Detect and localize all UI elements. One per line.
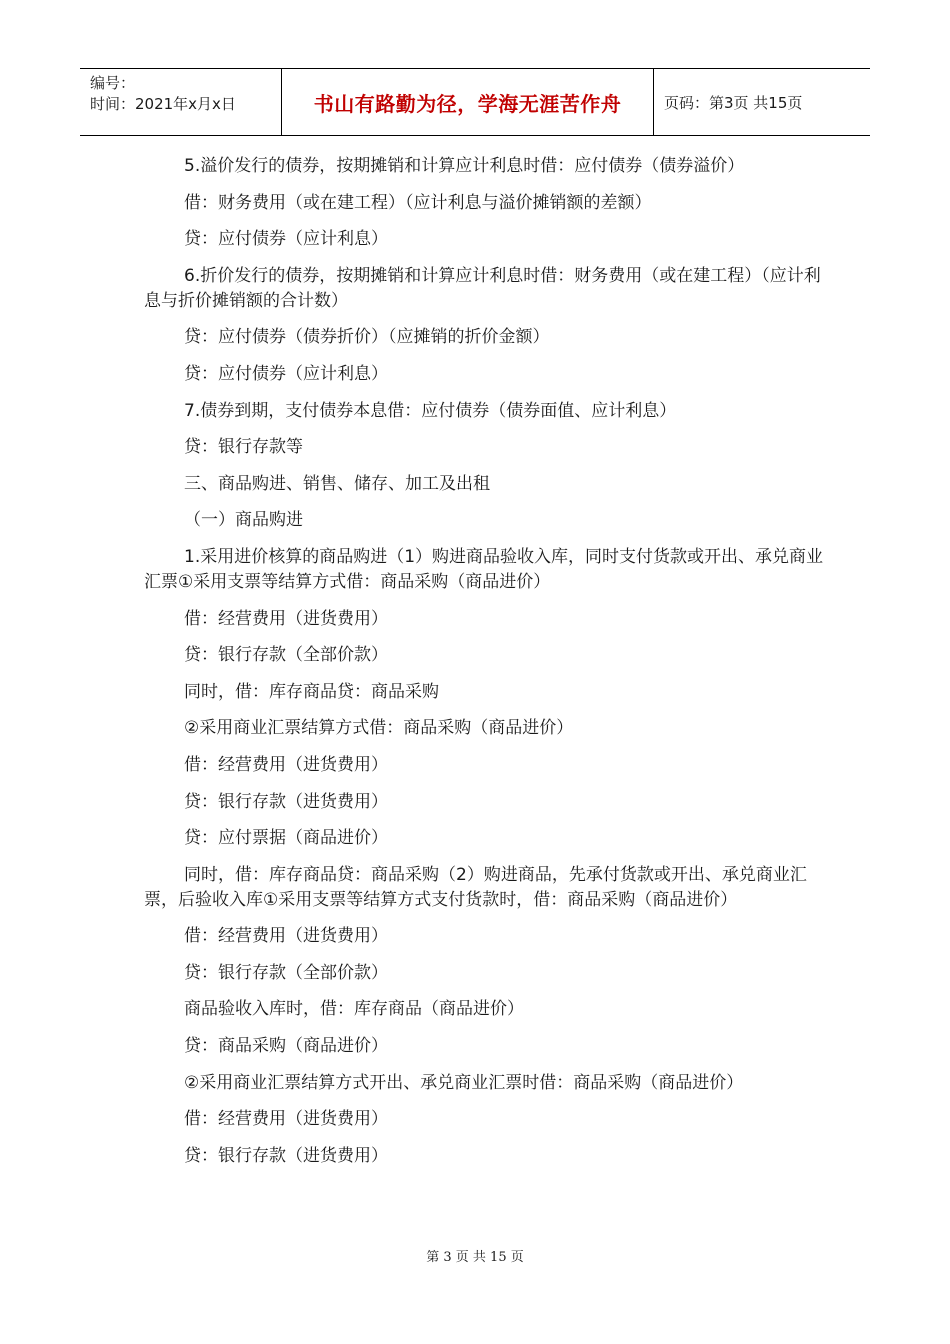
paragraph: 同时，借：库存商品贷：商品采购	[184, 681, 439, 702]
paragraph: 贷：银行存款（进货费用）	[184, 791, 388, 812]
paragraph: 贷：应付票据（商品进价）	[184, 828, 388, 849]
paragraph: 5.溢价发行的债券，按期摊销和计算应计利息时借：应付债券（债券溢价）	[184, 156, 745, 176]
page-header	[80, 68, 870, 136]
paragraph: 借：经营费用（进货费用）	[184, 754, 388, 775]
page-footer	[0, 1246, 950, 1265]
header-motto-cell	[282, 69, 654, 135]
paragraph: 贷：银行存款（进货费用）	[184, 1145, 388, 1166]
paragraph: 贷：银行存款（全部价款）	[184, 645, 388, 666]
paragraph: 借：经营费用（进货费用）	[184, 608, 388, 629]
motto: 书山有路勤为径，学海无涯苦作舟	[313, 91, 622, 116]
paragraph: 贷：应付债券（应计利息）	[184, 229, 388, 250]
paragraph: 三、商品购进、销售、储存、加工及出租	[184, 473, 490, 494]
paragraph: （一）商品购进	[184, 510, 303, 531]
paragraph: 贷：应付债券（债券折价）（应摊销的折价金额）	[184, 327, 550, 348]
paragraph: 借：财务费用（或在建工程）（应计利息与溢价摊销额的差额）	[184, 192, 652, 213]
paragraph: 借：经营费用（进货费用）	[184, 1109, 388, 1130]
paragraph: 1.采用进价核算的商品购进（1）购进商品验收入库，同时支付货款或开出、承兑商业汇票①采用支票等结算方式借：商品采购（商品进价）	[144, 546, 824, 592]
paragraph: 商品验收入库时，借：库存商品（商品进价）	[184, 999, 524, 1020]
date-label: 时间：2021年x月x日	[90, 95, 236, 113]
paragraph: ②采用商业汇票结算方式借：商品采购（商品进价）	[184, 718, 574, 739]
paragraph: 6.折价发行的债券，按期摊销和计算应计利息时借：财务费用（或在建工程）（应计利息与折价摊销额的合计数）	[144, 265, 821, 311]
serial-number-label: 编号：	[90, 74, 136, 92]
document-body	[144, 154, 834, 1180]
header-meta	[80, 69, 282, 135]
footer-page-number: 第 3 页 共 15 页	[426, 1250, 524, 1265]
page-info: 页码：第3页 共15页	[664, 93, 803, 112]
paragraph: 借：经营费用（进货费用）	[184, 926, 388, 947]
paragraph: ②采用商业汇票结算方式开出、承兑商业汇票时借：商品采购（商品进价）	[184, 1072, 744, 1093]
paragraph: 贷：应付债券（应计利息）	[184, 363, 388, 384]
paragraph: 贷：银行存款（全部价款）	[184, 962, 388, 983]
paragraph: 同时，借：库存商品贷：商品采购（2）购进商品，先承付货款或开出、承兑商业汇票，后验收入库①采用支票等结算方式支付货款时，借：商品采购（商品进价）	[144, 864, 807, 910]
header-page-cell	[654, 69, 870, 135]
paragraph: 贷：商品采购（商品进价）	[184, 1036, 388, 1057]
paragraph: 贷：银行存款等	[184, 437, 303, 458]
paragraph: 7.债券到期，支付债券本息借：应付债券（债券面值、应计利息）	[184, 400, 677, 421]
